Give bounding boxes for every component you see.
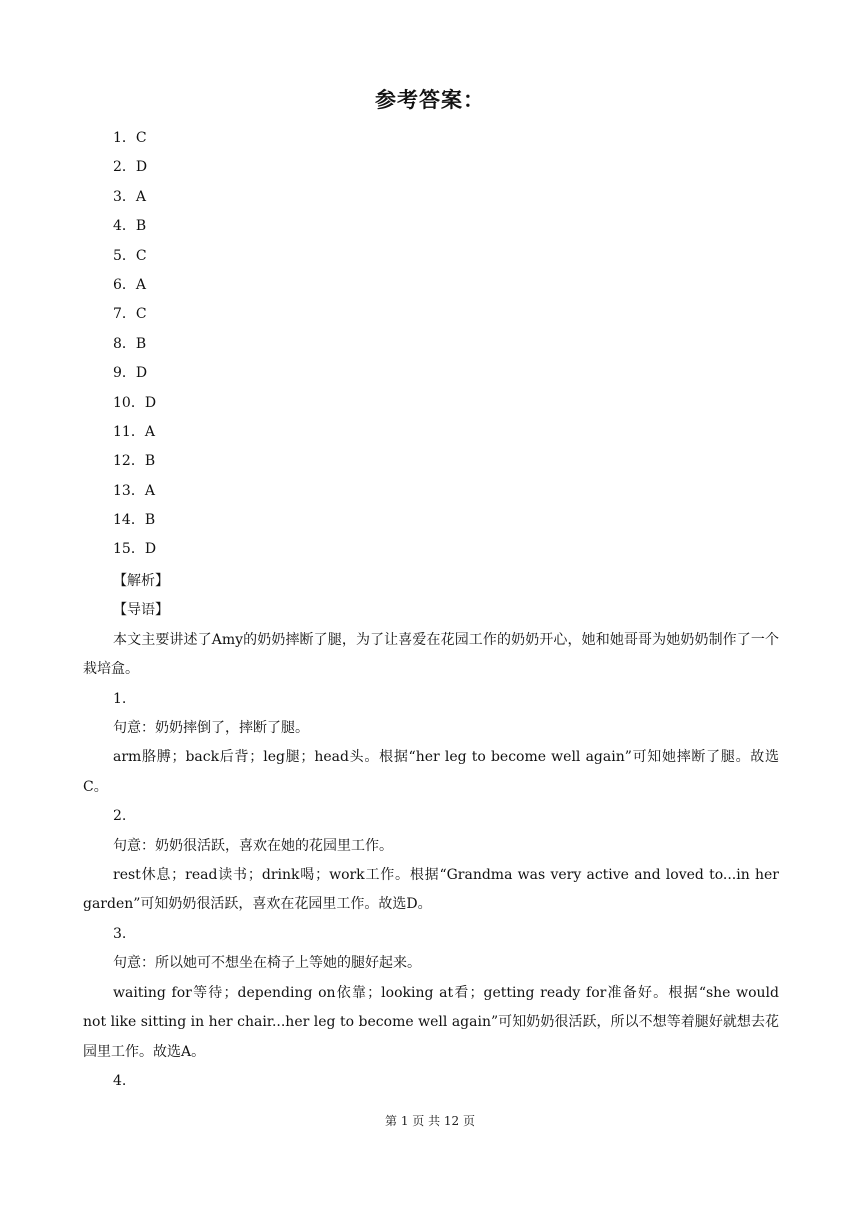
- answer-item: 10．D: [113, 394, 157, 411]
- answer-item: 14．B: [113, 512, 156, 529]
- question-number: 1.: [113, 690, 127, 707]
- answer-item: 2．D: [113, 159, 148, 176]
- question-number: 3.: [113, 925, 127, 942]
- analysis-label: 【解析】: [113, 573, 169, 589]
- answer-list: [113, 126, 156, 567]
- answer-item: 13．A: [113, 482, 155, 499]
- answer-item: 8．B: [113, 335, 147, 352]
- answer-item: 11．A: [113, 423, 155, 440]
- answer-item: 9．D: [113, 365, 148, 382]
- answer-item: 4．B: [113, 218, 147, 235]
- answer-item: 1．C: [113, 130, 147, 146]
- answer-item: 7．C: [113, 306, 147, 323]
- page-title: 参考答案：: [375, 88, 485, 112]
- answer-item: 3．A: [113, 188, 147, 205]
- answer-item: 12．B: [113, 453, 156, 470]
- question-number: 4.: [113, 1072, 127, 1089]
- question-explanation: rest休息；read读书；drink喝；work工作。根据“Grandma was very active and loved to...in her garden”可知奶奶很活跃，喜欢在花园里工作。故选D。: [83, 867, 779, 913]
- guide-label: 【导语】: [113, 602, 169, 619]
- question-number: 2.: [113, 808, 127, 825]
- question-meaning: 句意：奶奶很活跃，喜欢在她的花园里工作。: [113, 837, 393, 854]
- question-explanation: waiting for等待；depending on依靠；looking at看；getting ready for准备好。根据“she would not like sitting in her chair...her leg to become well again”可知奶奶很活跃，所以不想等着腿好就想去花园里工作。故选A。: [83, 984, 779, 1060]
- question-explanation: arm胳膊；back后背；leg腿；head头。根据“her leg to become well again”可知她摔断了腿。故选C。: [83, 749, 779, 795]
- answer-item: 15．D: [113, 541, 157, 558]
- answer-item: 5．C: [113, 247, 147, 264]
- guide-text: 本文主要讲述了Amy的奶奶摔断了腿，为了让喜爱在花园工作的奶奶开心，她和她哥哥为她奶奶制作了一个栽培盒。: [83, 631, 779, 678]
- question-meaning: 句意：所以她可不想坐在椅子上等她的腿好起来。: [113, 955, 421, 972]
- analysis-section: [83, 567, 779, 1096]
- page-footer: 第 1 页 共 12 页: [385, 1114, 475, 1128]
- answer-item: 6．A: [113, 276, 147, 293]
- question-meaning: 句意：奶奶摔倒了，摔断了腿。: [113, 720, 309, 737]
